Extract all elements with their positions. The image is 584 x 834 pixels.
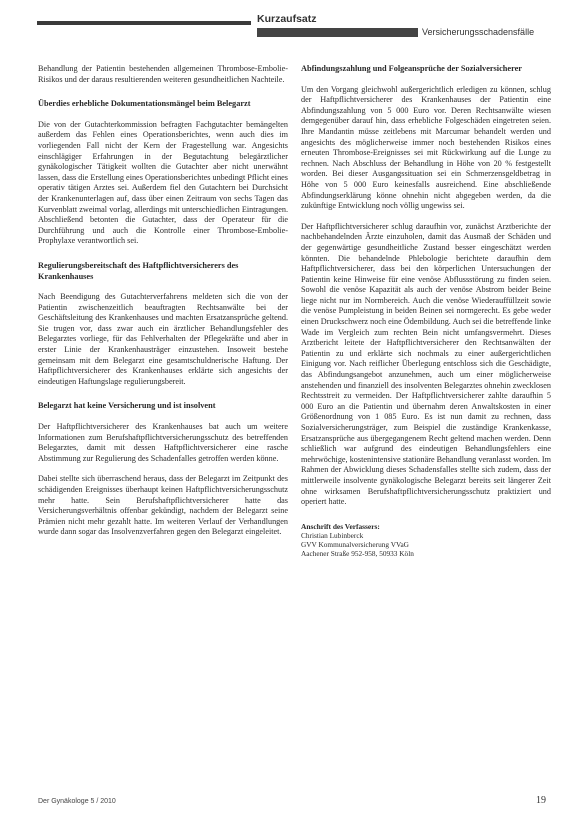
page-number: 19 <box>536 795 546 806</box>
paragraph: Dabei stellte sich überraschend heraus, dass der Belegarzt im Zeitpunkt des schädigenden Ereignisses überhaupt keinen Haftpflichtversicherungsschutz mehr hatte. Sein Berufshaftpflichtversicherer hatte das Versicherungsverhältnis offenbar gekündigt, nachdem der Belegarzt seine Prämien nicht mehr gezahlt hatte. Im weiteren Verlauf der Verhandlungen wurde dann sogar das Insolvenzverfahren gegen den Belegarzt eingeleitet. <box>38 474 288 537</box>
journal-footer: Der Gynäkologe 5 / 2010 <box>38 798 116 805</box>
author-name: Christian Lubinberck <box>301 530 364 540</box>
paragraph: Behandlung der Patientin bestehenden allgemeinen Thrombose-Embolie-Risikos und der daraus resultierenden weiteren gesundheitlichen Nachteile. <box>38 64 288 84</box>
section-heading: Belegarzt hat keine Versicherung und ist insolvent <box>38 401 216 411</box>
paragraph: Nach Beendigung des Gutachterverfahrens meldeten sich die von der Patientin zwischenzeitlich beauftragten Rechtsanwälte bei der Geschäftsleitung des Krankenhauses und machten Ersatzansprüche geltend. Sie trugen vor, dass zwar auch ein ärztlicher Behandlungsfehler des Belegarztes vorliege, für das Fehlverhalten der Pflegekräfte und aber in erster Linie der Krankenhausträger einzustehen. Insoweit bestehe gemeinsam mit dem Belegarzt eine gesamtschuldnerische Haftung. Der Haftpflichtversicherer des Krankenhauses erklärte sich angesichts der eindeutigen Haftungslage regulierungsbereit. <box>38 292 288 386</box>
paragraph: Um den Vorgang gleichwohl außergerichtlich erledigen zu können, schlug der Haftpflichtversicherer des Krankenhauses der Patientin eine Abfindungszahlung von 5 000 Euro vor. Deren Rechtsanwälte wiesen demgegenüber darauf hin, dass erhebliche Folgeschäden eingetreten seien. Ihre Mandantin müsse zeitlebens mit Marcumar behandelt werden und angesichts des möglicherweise immer noch bestehenden Risikos eines erneuten Thrombose-Ereignisses sei mit Rückwirkung auf die Lunge zu rechnen. Nach Abschluss der Behandlung in Höhe von 20 % festgestellt worden. Bei dieser Ausgangssituation sei ein Schmerzensgeldbetrag in Höhe von 5 000 Euro keinesfalls ausreichend. Eine abschließende Abfindungserklärung könne ohnehin nicht abgegeben werden, da die zukünftige Entwicklung noch völlig ungewiss sei. <box>301 84 551 211</box>
author-organization: GVV Kommunalversicherung VVaG <box>301 540 409 550</box>
paragraph: Der Haftpflichtversicherer des Krankenhauses bat auch um weitere Informationen zum Berufshaftpflichtversicherungsschutz des betreffenden Belegarztes, damit mit dessen Haftpflichtversicherer eine rasche Abstimmung zur Regulierung des Schadenfalles getroffen werden könne. <box>38 422 288 463</box>
author-street: Aachener Straße 952-958, 50933 Köln <box>301 549 414 559</box>
section-heading: Regulierungsbereitschaft des Haftpflichtversicherers des Krankenhauses <box>38 260 239 281</box>
header-rule <box>37 21 251 25</box>
author-address-title: Anschrift des Verfassers: <box>301 521 380 531</box>
section-label: Kurzaufsatz <box>257 13 317 25</box>
paragraph: Der Haftpflichtversicherer schlug daraufhin vor, zunächst Arztberichte der nachbehandelnden Ärzte einzuholen, damit das Ausmaß der Schäden und der gegenwärtige gesundheitliche Zustand besser eingeschätzt werden könnten. Die behandelnde Phlebologie berichtete daraufhin dem Haftpflichtversicherer, dass bei den körperlichen Untersuchungen der Patientin keine Hinweise für eine venöse Abflussstörung zu finden seien. Sowohl die venöse Kapazität als auch der venöse Abstrom beider Beine liege nicht nur im Normbereich. Auch die venöse Wiederauffüllzeit sowie die venöse Pumpleistung in beiden Beinen sei normgerecht. Es gebe weder einen Druckschwerz noch eine Ödembildung. Auch sei die betreffende linke Wade im Vergleich zum rechten Bein nicht umfangsvermehrt. Dieses Arztbericht leitete der Haftpflichtversicherer den Rechtsanwälten der Patientin zu und erklärte sich nochmals zu einer außergerichtlichen Einigung vor. Nach reiflicher Überlegung entschloss sich die Geschädigte, das Abfindungsangebot anzunehmen, auch um einer möglicherweise anstehenden und finanziell des insolventen Belegarztes ohnehin zwecklosen Rechtsstreit zu vermeiden. Der Haftpflichtversicherer zahlte daraufhin 5 000 Euro an die Patientin und übernahm deren Anwaltskosten in einer Größenordnung von 1 085 Euro. Es ist nun damit zu rechnen, dass Sozialversicherungsträger, zum Beispiel die zuständige Krankenkasse, Ersatzansprüche aus übergegangenem Recht geltend machen werden. Denn schließlich war aufgrund des eindeutigen Behandlungsfehlers eine mehrwöchige, kostenintensive stationäre Behandlung veranlasst worden. Im Rahmen der Abwicklung dieses Schadensfalles stellte sich zudem, dass der mittlerweile insolvente gynäkologische Belegarzt bereits seit längerer Zeit ohne wirksamen Berufshaftpflichtversicherungsschutz praktiziert und operiert hatte. <box>301 221 551 507</box>
author-address <box>301 522 551 559</box>
section-heading: Abfindungszahlung und Folgeansprüche der Sozialversicherer <box>301 64 522 73</box>
header-band <box>257 28 418 37</box>
paragraph: Die von der Gutachterkommission befragten Fachgutachter bemängelten außerdem das Fehlen eines Operationsberichtes, wenn auch dies im vorliegenden Fall nicht der Kern der Fragestellung war. Angesichts einschlägiger Erfahrungen in der Begutachtung belegärztlicher gynäkologischer Tätigkeit wollten die Gutachter aber nicht unerwähnt lassen, dass die Erstellung eines Operationsberichtes unbedingt Pflicht eines operativ tätigen Arztes sei. Außerdem fiel den Gutachtern bei Durchsicht der Krankenunterlagen auf, dass über einen Zeitraum von sechs Tagen das Kurvenblatt zweimal vorlag, allerdings mit unterschiedlichen Eintragungen. Abschließend betonten die Gutachter, dass der Operateur für die Durchführung und auch die Kontrolle einer Thrombose-Embolie-Prophylaxe verantwortlich sei. <box>38 119 288 246</box>
right-column <box>301 64 551 559</box>
left-column <box>38 64 288 548</box>
topic-label: Versicherungsschadensfälle <box>422 27 535 37</box>
section-heading: Überdies erhebliche Dokumentationsmängel beim Belegarzt <box>38 99 251 109</box>
